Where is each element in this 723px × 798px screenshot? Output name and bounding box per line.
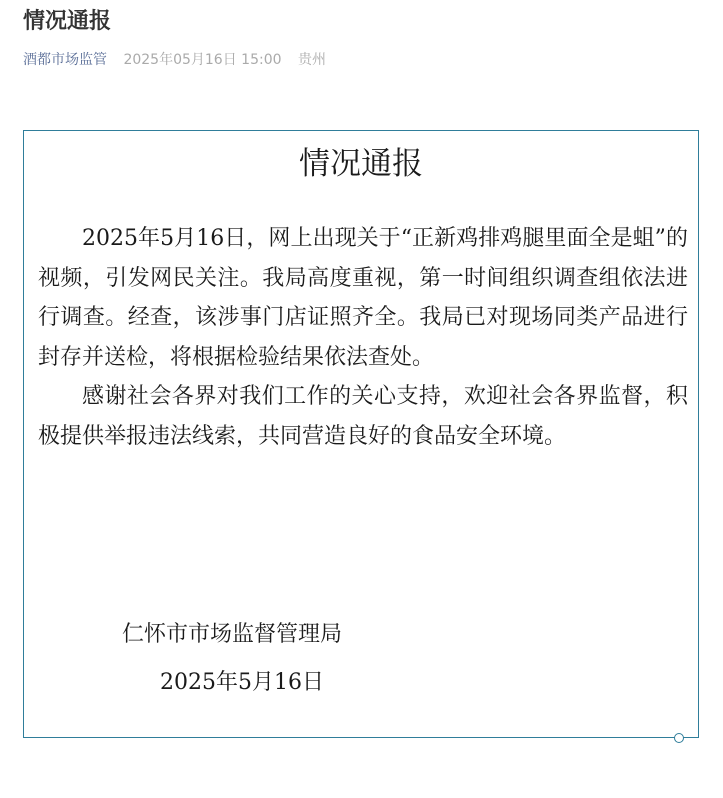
notice-paragraph: 感谢社会各界对我们工作的关心支持，欢迎社会各界监督，积极提供举报违法线索，共同营造良好的食品安全环境。 — [38, 384, 688, 449]
notice-image-frame — [23, 130, 699, 738]
resize-handle — [674, 733, 684, 743]
notice-body — [38, 219, 688, 456]
notice-heading: 情况通报 — [299, 146, 423, 182]
notice-signature: 仁怀市市场监督管理局 — [122, 622, 343, 647]
notice-paragraph: 2025年5月16日，网上出现关于“正新鸡排鸡腿里面全是蛆”的视频，引发网民关注。我局高度重视，第一时间组织调查组依法进行调查。经查，该涉事门店证照齐全。我局已对现场同类产品进行封存并送检，将根据检验结果依法查处。 — [38, 226, 688, 370]
publish-time: 2025年05月16日 15:00 — [123, 52, 282, 68]
article-title: 情况通报 — [23, 9, 112, 34]
account-name-link[interactable]: 酒都市场监管 — [23, 52, 107, 68]
publish-location: 贵州 — [297, 52, 326, 68]
notice-date: 2025年5月16日 — [160, 670, 324, 695]
article-meta — [23, 51, 326, 69]
